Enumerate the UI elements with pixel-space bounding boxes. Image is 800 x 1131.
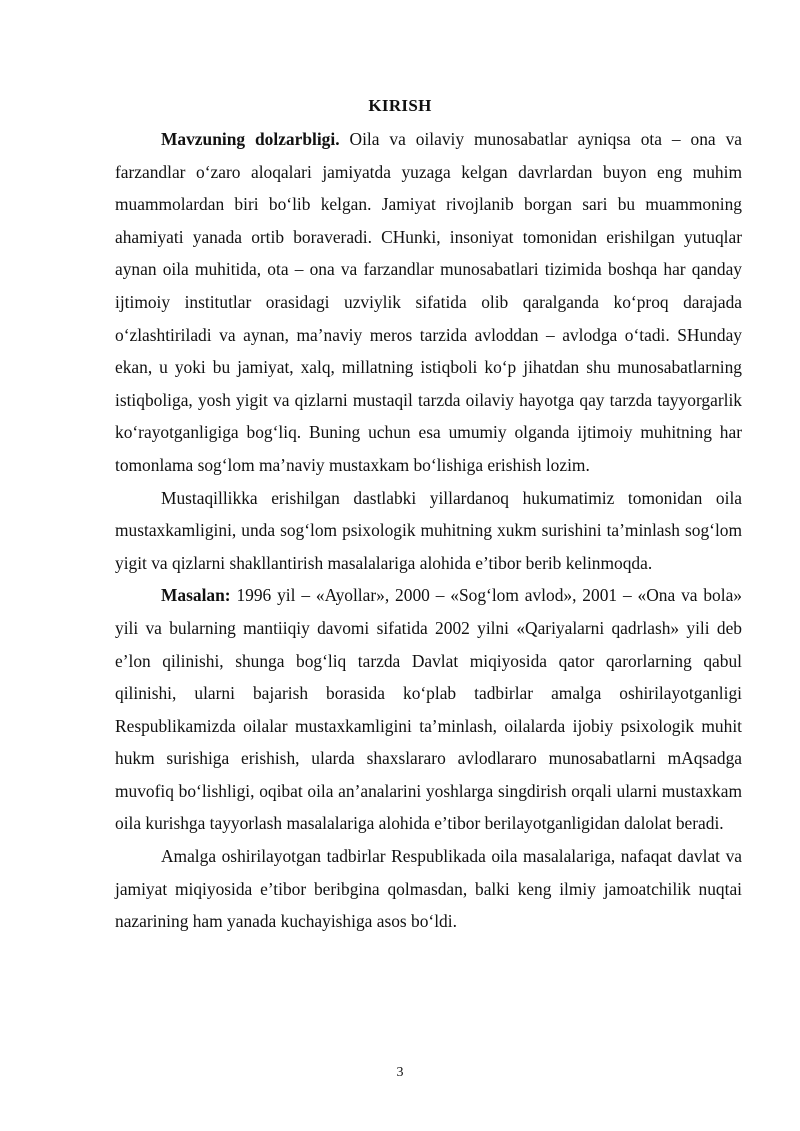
paragraph-text: 1996 yil – «Ayollar», 2000 – «Sog‘lom avlod», 2001 – «Ona va bola» yili va bularning mantiiqiy davomi sifatida 2002 yilni «Qariyalarni qadrlash» yili deb e’lon qilinishi, shunga bog‘liq tarzda Davlat miqiyosida qator qarorlarning qabul qilinishi, ularni bajarish borasida ko‘plab tadbirlar amalga oshirilayotganligi Respublikamizda oilalar mustaxkamligini ta’minlash, oilalarda ijobiy psixologik muhit hukm surishiga erishish, ularda shaxslararo avlodlararo munosabatlarni mAqsadga muvofiq bo‘lishligi, oqibat oila an’analarini yoshlarga singdirish orqali ularni mustaxkam oila kurishga tayyorlash masalalariga alohida e’tibor berilayotganligidan dalolat beradi.: [115, 585, 742, 834]
paragraph-independence: [115, 482, 742, 580]
paragraph-relevance: [115, 123, 742, 482]
paragraph-lead: Masalan:: [161, 585, 231, 606]
paragraph-example: [115, 579, 742, 840]
section-heading: KIRISH: [368, 96, 432, 115]
paragraph-measures: [115, 840, 742, 938]
body-text: [115, 123, 742, 938]
paragraph-text: Oila va oilaviy munosabatlar ayniqsa ota – ona va farzandlar o‘zaro aloqalari jamiyatda yuzaga kelgan davrlardan buyon eng muhim muammolardan biri bo‘lib kelgan. Jamiyat rivojlanib borgan sari bu muammoning ahamiyati yanada ortib boraveradi. CHunki, insoniyat tomonidan erishilgan yutuqlar aynan oila muhitida, ota – ona va farzandlar munosabatlari tizimida boshqa har qanday ijtimoiy institutlar orasidagi uzviylik sifatida olib qaralganda ko‘proq darajada o‘zlashtiriladi va aynan, ma’naviy meros tarzida avloddan – avlodga o‘tadi. SHunday ekan, u yoki bu jamiyat, xalq, millatning istiqboli ko‘p jihatdan shu munosabatlarning istiqboliga, yosh yigit va qizlarni mustaqil tarzda oilaviy hayotga qay tarzda tayyorgarlik ko‘rayotganligiga bog‘liq. Buning uchun esa umumiy olganda ijtimoiy muhitning har tomonlama sog‘lom ma’naviy mustaxkam bo‘lishiga erishish lozim.: [115, 129, 742, 475]
paragraph-lead: Mavzuning dolzarbligi.: [161, 129, 340, 149]
paragraph-text: Mustaqillikka erishilgan dastlabki yillardanoq hukumatimiz tomonidan oila mustaxkamligini, unda sog‘lom psixologik muhitning xukm surishini ta’minlash sog‘lom yigit va qizlarni shakllantirish masalalariga alohida e’tibor berib kelinmoqda.: [115, 487, 742, 573]
paragraph-text: Amalga oshirilayotgan tadbirlar Respublikada oila masalalariga, nafaqat davlat va jamiyat miqiyosida e’tibor beribgina qolmasdan, balki keng ilmiy jamoatchilik nuqtai nazarining ham yanada kuchayishiga asos bo‘ldi.: [115, 846, 742, 932]
page-number: 3: [396, 1065, 404, 1080]
